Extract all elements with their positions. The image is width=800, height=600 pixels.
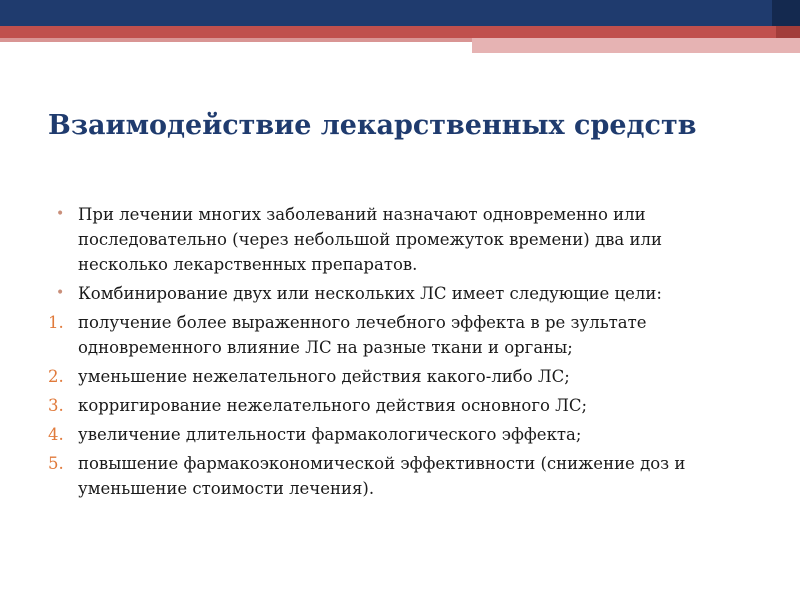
number-marker: 4.: [48, 425, 64, 444]
slide-title: Взаимодействие лекарственных средств: [48, 110, 697, 141]
list-item-text: увеличение длительности фармакологического эффекта;: [78, 425, 582, 444]
list-item-text: Комбинирование двух или нескольких ЛС имеет следующие цели:: [78, 284, 662, 303]
list-item: [56, 202, 756, 277]
number-marker: 1.: [48, 313, 64, 332]
list-item-text: корригирование нежелательного действия основного ЛС;: [78, 396, 588, 415]
number-marker: 2.: [48, 367, 64, 386]
list-item-text: При лечении многих заболеваний назначают одновременно или последовательно (через небольшой промежуток времени) два или несколько лекарственных препаратов.: [78, 205, 662, 274]
content-list: [48, 202, 756, 505]
list-item: [48, 451, 756, 501]
list-item: [48, 393, 756, 418]
number-marker: 5.: [48, 454, 64, 473]
header-pink-block: [472, 38, 800, 53]
header-navy-edge: [772, 0, 800, 26]
list-item: [56, 281, 756, 306]
list-item-text: получение более выраженного лечебного эффекта в ре зультате одновременного влияние ЛС на разные ткани и органы;: [78, 313, 647, 357]
list-item: [48, 422, 756, 447]
list-item-text: повышение фармакоэкономической эффективности (снижение доз и уменьшение стоимости лечения).: [78, 454, 686, 498]
list-item-text: уменьшение нежелательного действия какого-либо ЛС;: [78, 367, 570, 386]
bullet-marker: •: [56, 206, 65, 222]
list-item: [48, 364, 756, 389]
list-item: [48, 310, 756, 360]
header-pink-strip: [0, 38, 472, 42]
number-marker: 3.: [48, 396, 64, 415]
header-red-band: [0, 26, 800, 38]
header-navy-band: [0, 0, 800, 26]
bullet-marker: •: [56, 285, 65, 301]
header-red-edge: [776, 26, 800, 38]
